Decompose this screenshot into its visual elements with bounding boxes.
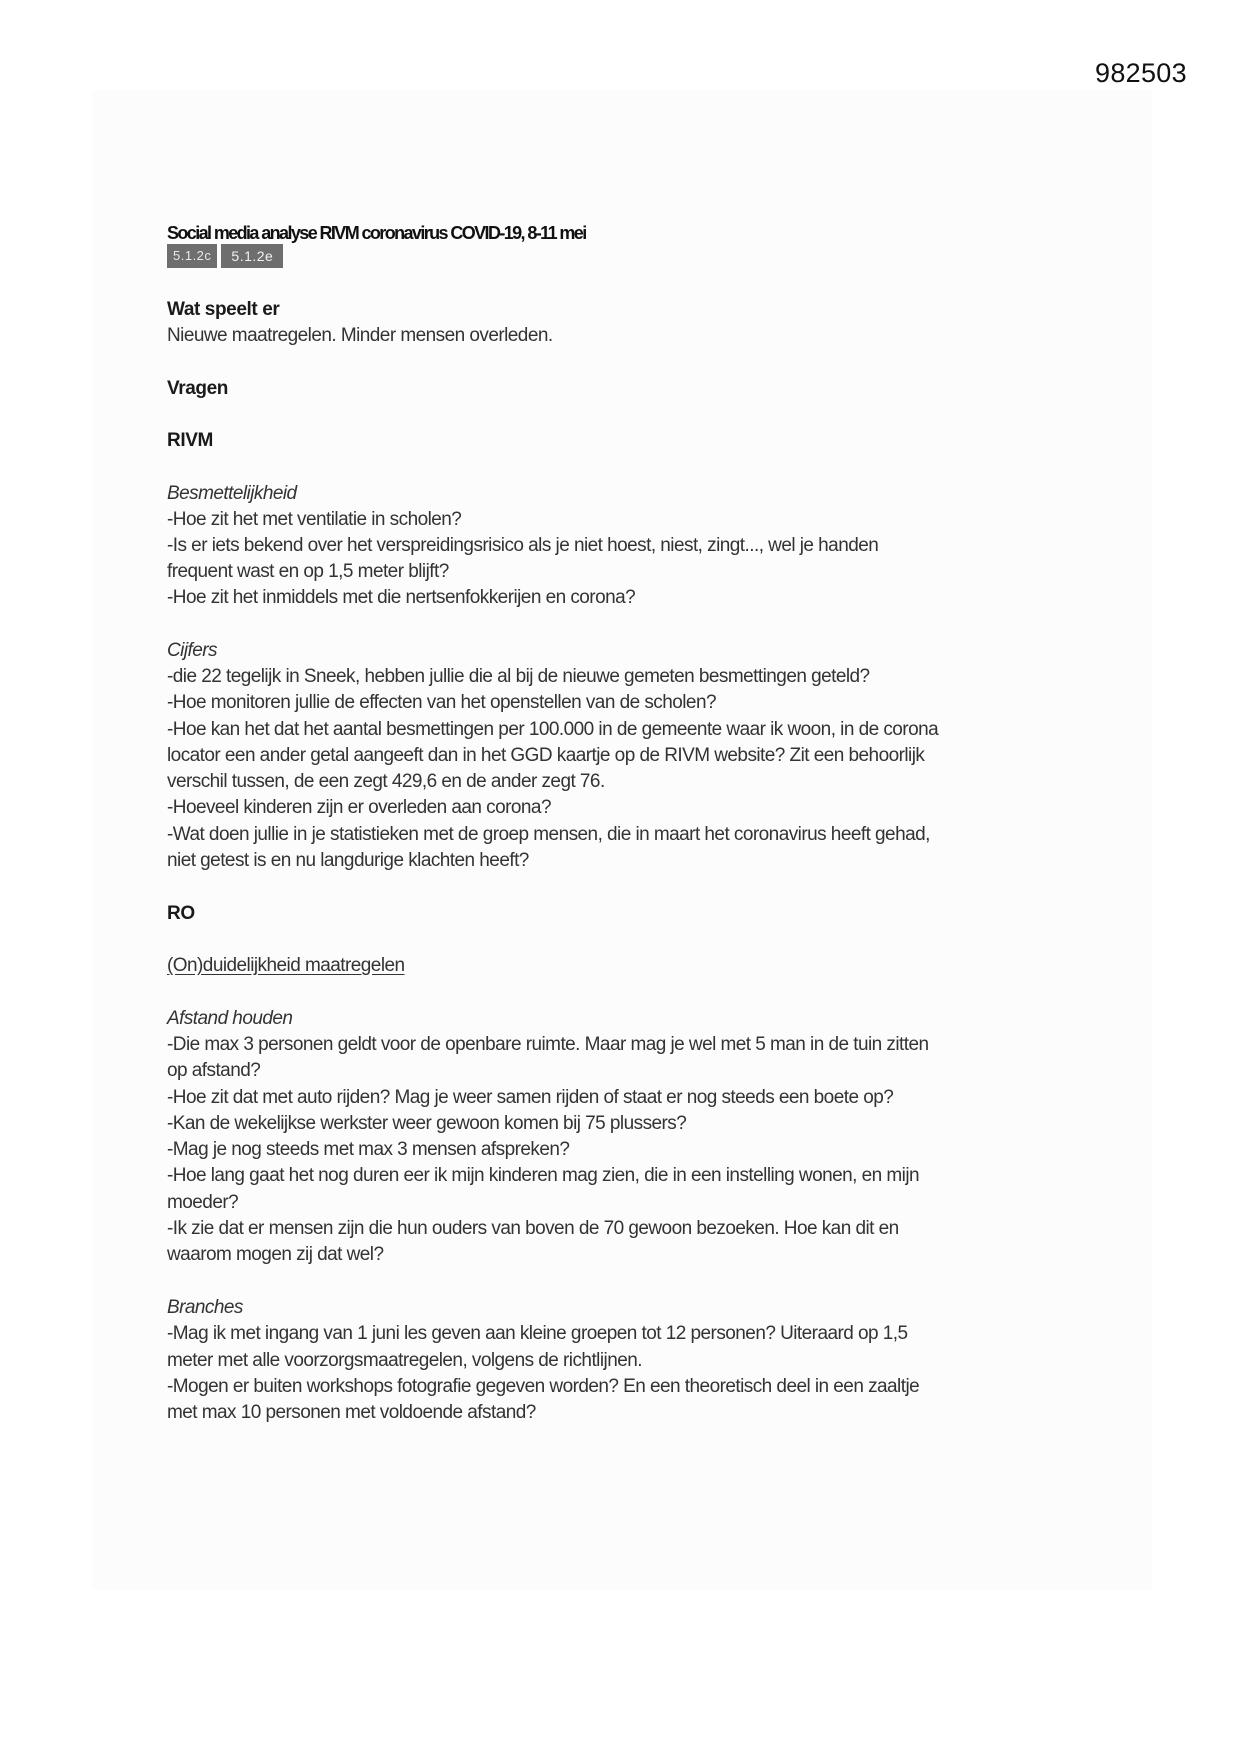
question-line: -Mag ik met ingang van 1 juni les geven aan kleine groepen tot 12 personen? Uiteraard op 1,5 — [167, 1323, 908, 1344]
question-line: -Hoe monitoren jullie de effecten van het openstellen van de scholen? — [167, 692, 716, 713]
question-line: -Hoe zit het inmiddels met die nertsenfokkerijen en corona? — [167, 587, 636, 608]
subheading-afstand-houden: Afstand houden — [167, 1008, 293, 1029]
question-line: -Hoe lang gaat het nog duren eer ik mijn kinderen mag zien, die in een instelling wonen, en mijn — [167, 1165, 920, 1186]
redaction-badges — [167, 244, 283, 268]
subheading-besmettelijkheid: Besmettelijkheid — [167, 483, 297, 504]
question-line: niet getest is en nu langdurige klachten heeft? — [167, 850, 529, 871]
paragraph: Nieuwe maatregelen. Minder mensen overleden. — [167, 325, 553, 346]
question-line: locator een ander getal aangeeft dan in het GGD kaartje op de RIVM website? Zit een behoorlijk — [167, 745, 925, 766]
question-line: meter met alle voorzorgsmaatregelen, volgens de richtlijnen. — [167, 1350, 642, 1371]
question-line: -Hoe kan het dat het aantal besmettingen per 100.000 in de gemeente waar ik woon, in de corona — [167, 719, 939, 740]
redaction-badge: 5.1.2e — [221, 244, 283, 268]
question-line: frequent wast en op 1,5 meter blijft? — [167, 561, 449, 582]
heading-ro: RO — [167, 903, 195, 924]
question-line: -Is er iets bekend over het verspreidingsrisico als je niet hoest, niest, zingt..., wel je handen — [167, 535, 879, 556]
subheading-onduidelijkheid-maatregelen: (On)duidelijkheid maatregelen — [167, 955, 405, 976]
document-title: Social media analyse RIVM coronavirus COVID-19, 8-11 mei — [167, 223, 586, 243]
question-line: -die 22 tegelijk in Sneek, hebben jullie die al bij de nieuwe gemeten besmettingen geteld? — [167, 666, 870, 687]
document-number: 982503 — [1095, 58, 1187, 88]
question-line: waarom mogen zij dat wel? — [167, 1244, 384, 1265]
question-line: verschil tussen, de een zegt 429,6 en de ander zegt 76. — [167, 771, 605, 792]
question-line: -Hoe zit dat met auto rijden? Mag je weer samen rijden of staat er nog steeds een boete op? — [167, 1087, 894, 1108]
subheading-branches: Branches — [167, 1297, 243, 1318]
redaction-badge: 5.1.2c — [167, 244, 217, 268]
question-line: -Ik zie dat er mensen zijn die hun ouders van boven de 70 gewoon bezoeken. Hoe kan dit en — [167, 1218, 899, 1239]
subheading-cijfers: Cijfers — [167, 640, 217, 661]
heading-rivm: RIVM — [167, 430, 213, 451]
question-line: -Kan de wekelijkse werkster weer gewoon komen bij 75 plussers? — [167, 1113, 687, 1134]
question-line: -Hoe zit het met ventilatie in scholen? — [167, 509, 462, 530]
question-line: met max 10 personen met voldoende afstand? — [167, 1402, 536, 1423]
question-line: -Hoeveel kinderen zijn er overleden aan corona? — [167, 797, 551, 818]
question-line: -Die max 3 personen geldt voor de openbare ruimte. Maar mag je wel met 5 man in de tuin zitten — [167, 1034, 929, 1055]
question-line: op afstand? — [167, 1060, 261, 1081]
question-line: -Mogen er buiten workshops fotografie gegeven worden? En een theoretisch deel in een zaaltje — [167, 1376, 920, 1397]
question-line: -Mag je nog steeds met max 3 mensen afspreken? — [167, 1139, 570, 1160]
heading-wat-speelt-er: Wat speelt er — [167, 299, 280, 320]
question-line: -Wat doen jullie in je statistieken met de groep mensen, die in maart het coronavirus heeft gehad, — [167, 824, 930, 845]
question-line: moeder? — [167, 1192, 239, 1213]
heading-vragen: Vragen — [167, 378, 228, 399]
